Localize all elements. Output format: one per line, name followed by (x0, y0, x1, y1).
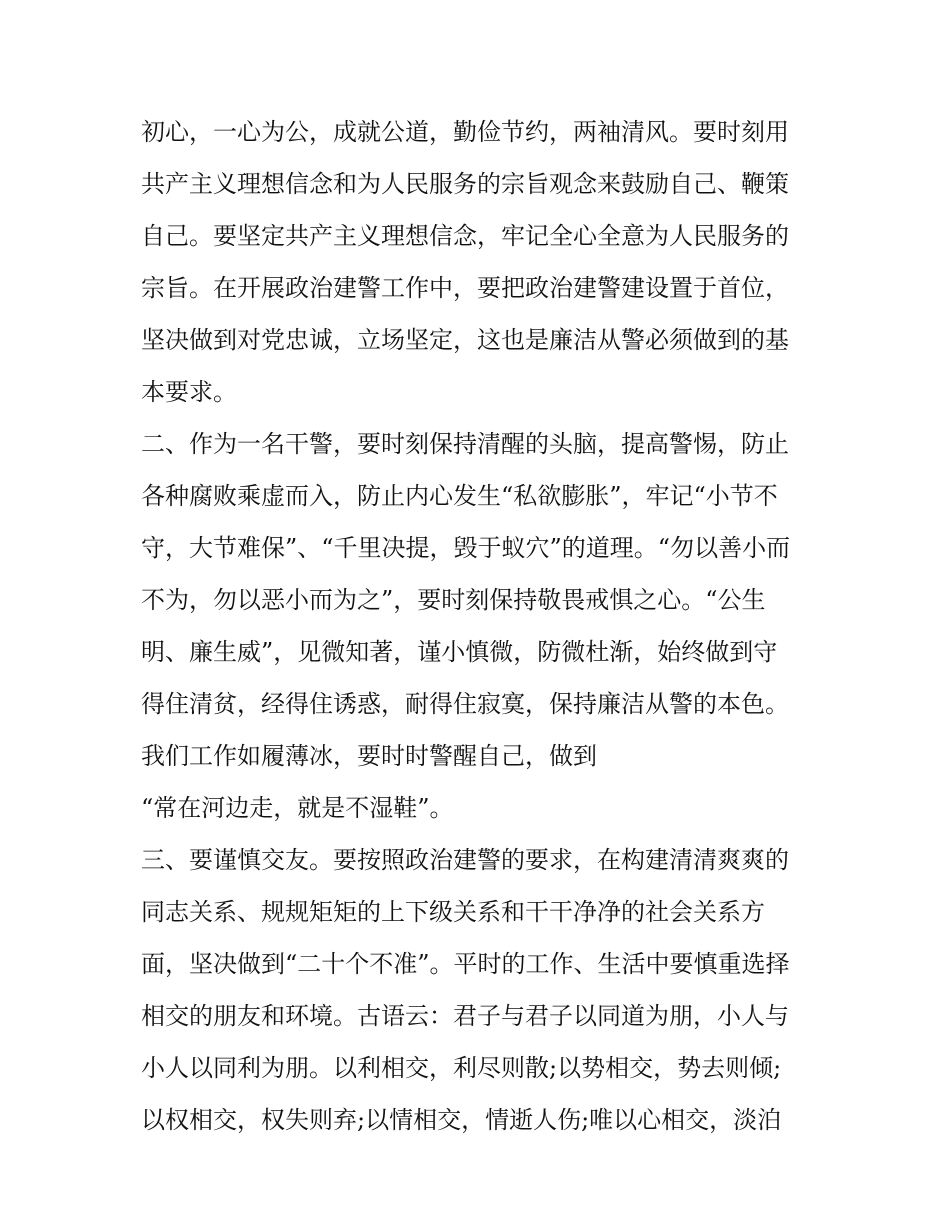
text-line: 守，大节难保”、“千里决提，毁于蚁穴”的道理。“勿以善小而 (141, 534, 791, 562)
text-line: “常在河边走，就是不湿鞋”。 (141, 794, 454, 822)
text-line: 宗旨。在开展政治建警工作中，要把政治建警建设置于首位， (141, 274, 789, 302)
text-line: 面，坚决做到“二十个不准”。平时的工作、生活中要慎重选择 (141, 950, 790, 978)
text-line: 二、作为一名干警，要时刻保持清醒的头脑，提高警惕，防止 (141, 430, 789, 458)
text-line: 三、要谨慎交友。要按照政治建警的要求，在构建清清爽爽的 (141, 846, 789, 874)
text-line: 初心，一心为公，成就公道，勤俭节约，两袖清风。要时刻用 (141, 118, 789, 146)
text-line: 明、廉生威”，见微知著，谨小慎微，防微杜渐，始终做到守 (141, 638, 778, 666)
text-line: 各种腐败乘虚而入，防止内心发生“私欲膨胀”，牢记“小节不 (141, 482, 778, 510)
text-line: 坚决做到对党忠诚，立场坚定，这也是廉洁从警必须做到的基 (141, 326, 789, 354)
text-line: 小人以同利为朋。以利相交，利尽则散;以势相交，势去则倾; (141, 1054, 782, 1082)
text-line: 相交的朋友和环境。古语云：君子与君子以同道为朋，小人与 (141, 1002, 789, 1030)
text-line: 不为，勿以恶小而为之”，要时刻保持敬畏戒惧之心。“公生 (141, 586, 766, 614)
document-body (141, 106, 821, 1146)
text-line: 得住清贫，经得住诱惑，耐得住寂寞，保持廉洁从警的本色。 (141, 690, 789, 718)
text-line: 同志关系、规规矩矩的上下级关系和干干净净的社会关系方 (141, 898, 765, 926)
text-line: 我们工作如履薄冰，要时时警醒自己，做到 (141, 742, 597, 770)
text-line: 共产主义理想信念和为人民服务的宗旨观念来鼓励自己、鞭策 (141, 170, 789, 198)
text-line: 自己。要坚定共产主义理想信念，牢记全心全意为人民服务的 (141, 222, 789, 250)
text-line: 以权相交，权失则弃;以情相交，情逝人伤;唯以心相交，淡泊 (141, 1106, 782, 1134)
text-line: 本要求。 (141, 378, 237, 406)
